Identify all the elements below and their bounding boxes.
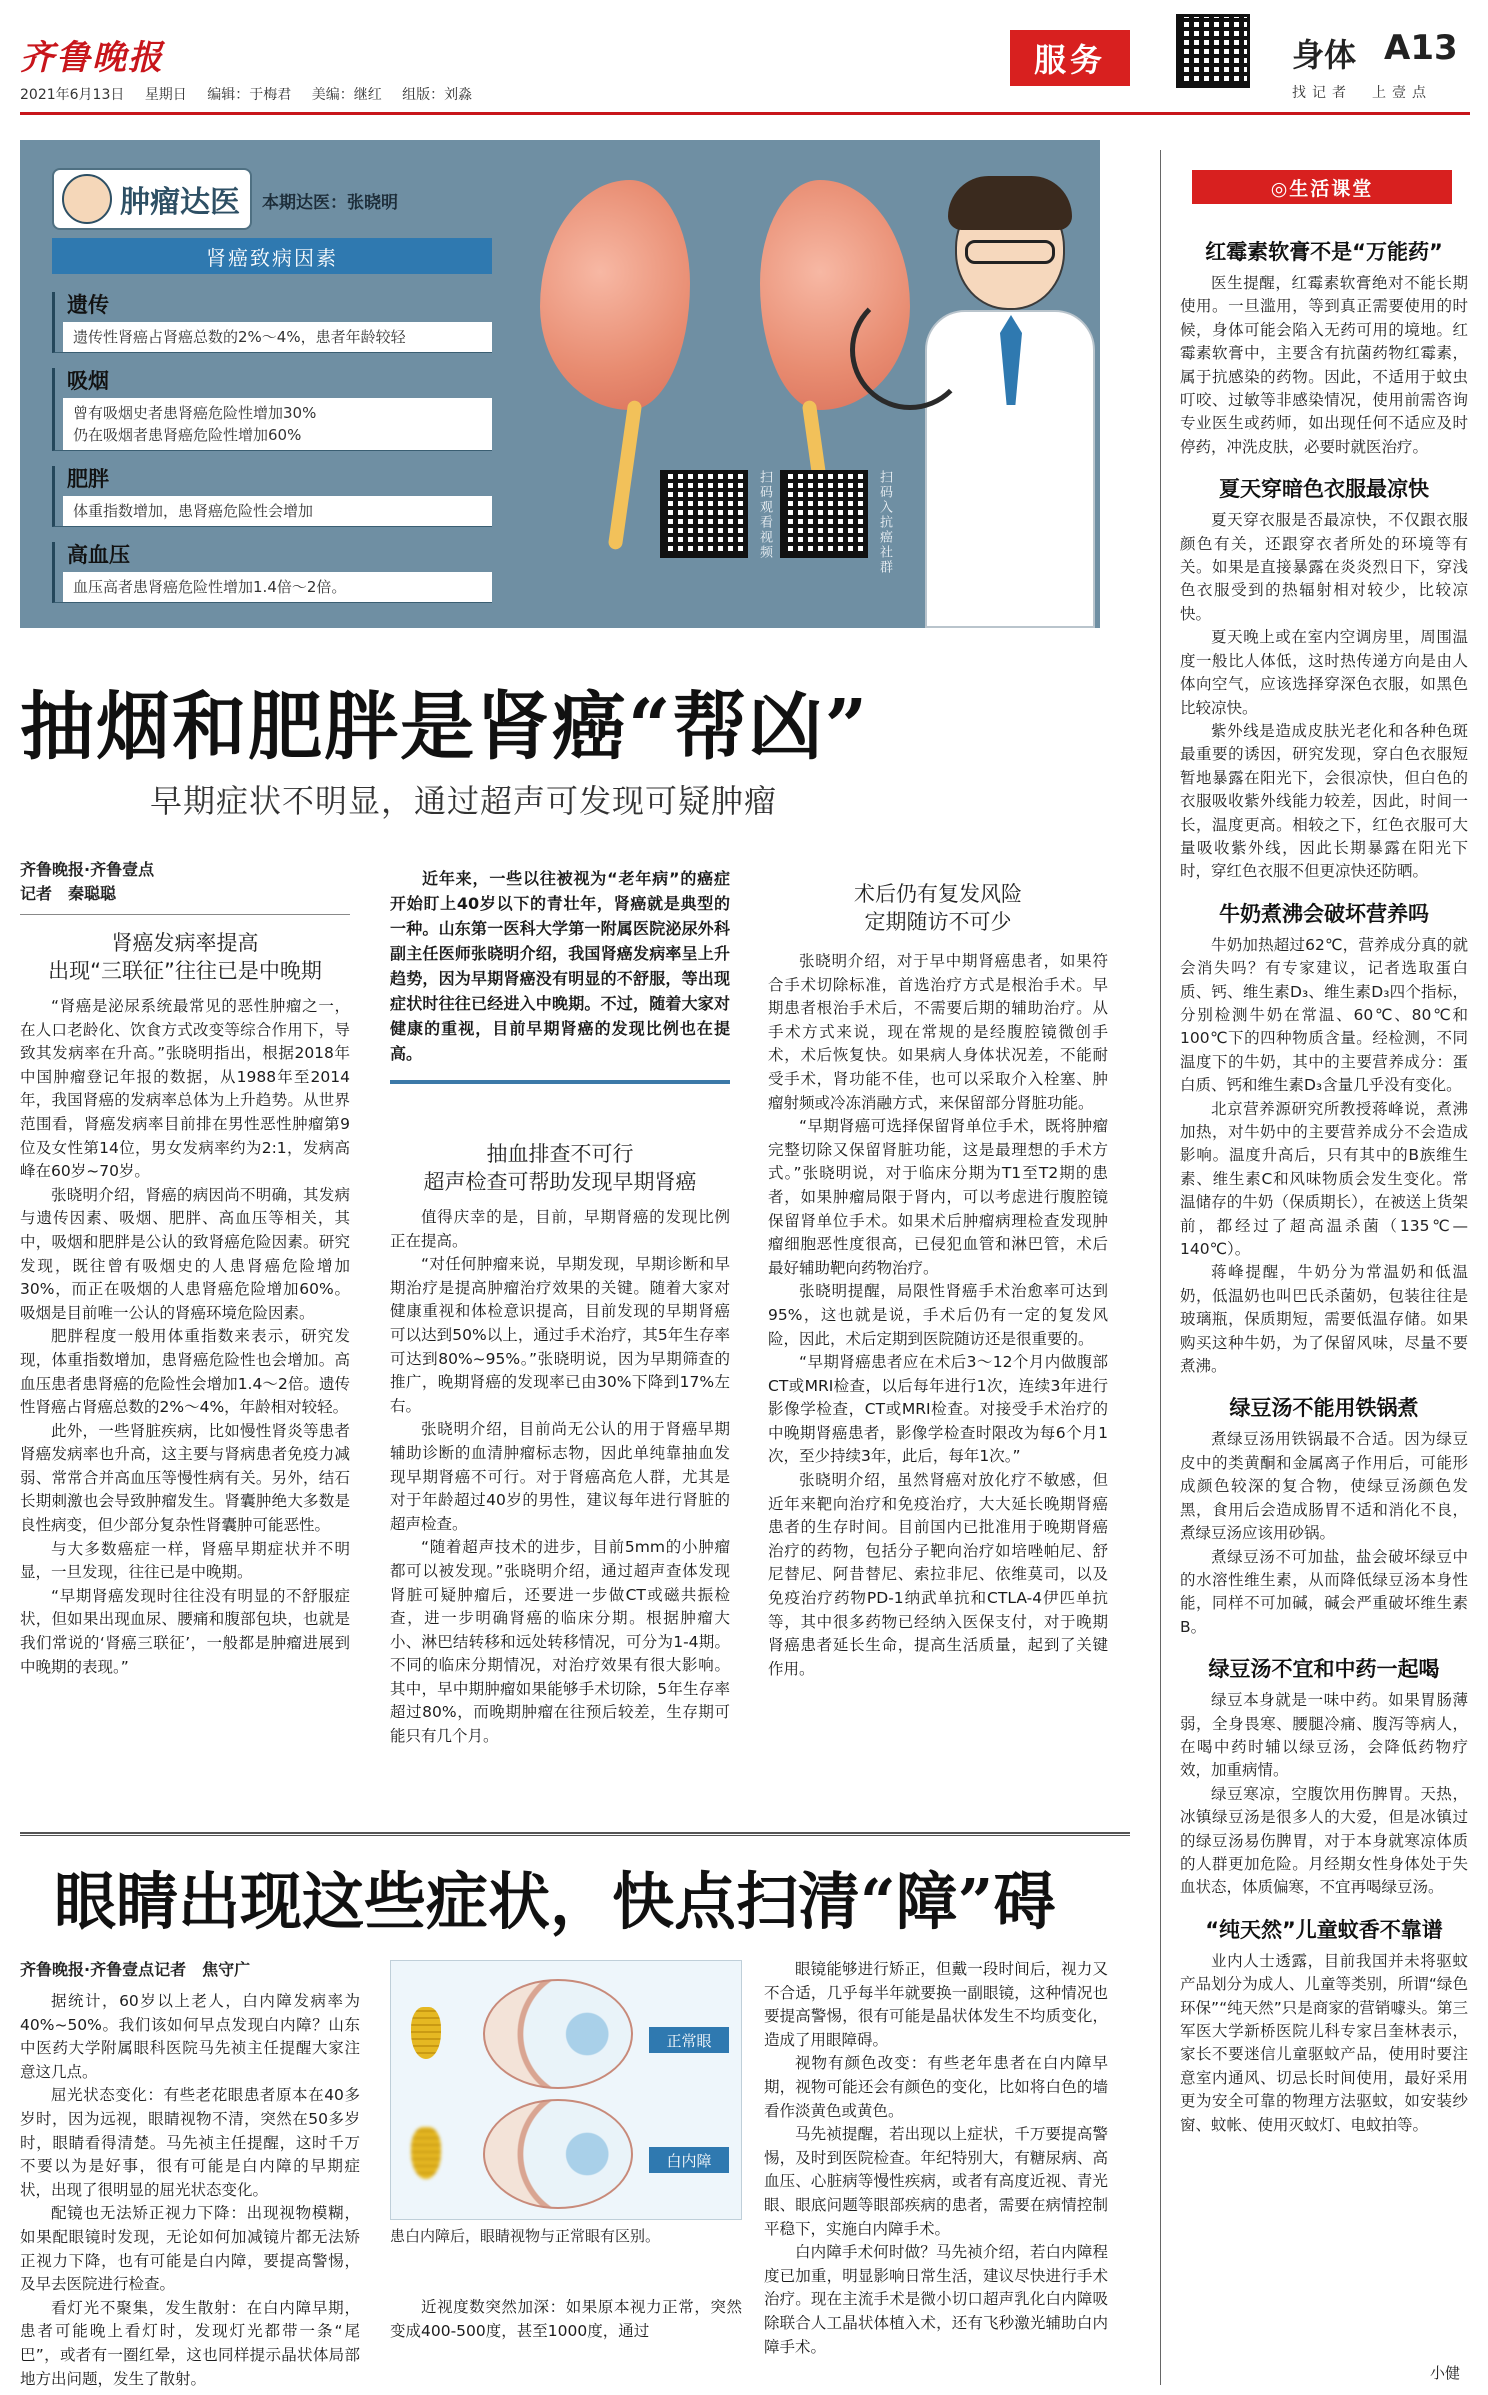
issue-layout: 组版：刘淼: [402, 87, 473, 103]
issue-art-editor: 美编：继红: [311, 87, 382, 103]
tip-body: [1180, 272, 1468, 459]
cause-item-smoking: [52, 368, 492, 451]
cause-desc: 血压高者患肾癌危险性增加1.4倍～2倍。: [63, 572, 492, 602]
tip-body: [1180, 1689, 1468, 1900]
article2-column-2: [390, 2296, 742, 2343]
paragraph: 值得庆幸的是，目前，早期肾癌的发现比例正在提高。: [390, 1208, 730, 1250]
paragraph: 煮绿豆汤不可加盐，盐会破坏绿豆中的水溶性维生素，从而降低绿豆汤本身性能，同样不可加碱，碱会严重破坏维生素B。: [1180, 1547, 1468, 1636]
cause-item-heredity: [52, 292, 492, 353]
infographic-banner: [20, 140, 1100, 628]
figure-caption: 患白内障后，眼睛视物与正常眼有区别。: [390, 2227, 661, 2245]
issue-date: 2021年6月13日: [20, 87, 125, 103]
cause-line: 曾有吸烟史者患肾癌危险性增加30%: [73, 404, 317, 422]
cause-item-obesity: [52, 466, 492, 527]
article-subhead: 早期症状不明显，通过超声可发现可疑肿瘤: [150, 782, 778, 820]
paragraph: 夏天穿衣服是否最凉快，不仅跟衣服颜色有关，还跟穿衣者所处的环境等有关。如果是直接暴露在炎炎烈日下，穿浅色衣服受到的热辐射相对较少，比较凉快。: [1180, 511, 1468, 623]
paragraph: 绿豆本身就是一味中药。如果胃肠薄弱，全身畏寒、腰腿冷痛、腹泻等病人，在喝中药时辅以绿豆汤，会降低药物疗效，加重病情。: [1180, 1691, 1468, 1780]
paragraph: 此外，一些肾脏疾病，比如慢性肾炎等患者肾癌发病率也升高，这主要与肾病患者免疫力减弱、常常合并高血压等慢性病有关。另外，结石长期刺激也会导致肿瘤发生。肾囊肿绝大多数是良性病变，但少部分复杂性肾囊肿可能恶性。: [20, 1421, 350, 1535]
tip-head: “纯天然”儿童蚊香不靠谱: [1205, 1917, 1443, 1942]
article1-column-1: [20, 858, 350, 1679]
paragraph: 医生提醒，红霉素软膏绝对不能长期使用。一旦滥用，等到真正需要使用的时候，身体可能会陷入无药可用的境地。红霉素软膏中，主要含有抗菌药物红霉素，属于抗感染的药物。因此，不适用于蚊虫叮咬、过敏等非感染情况，使用前需咨询专业医生或药师，如出现任何不适应及时停药，冲洗皮肤，必要时就医治疗。: [1180, 274, 1468, 456]
section-name: 身体: [1292, 36, 1357, 74]
cause-item-hypertension: [52, 542, 492, 603]
paragraph: “早期肾癌发现时往往没有明显的不舒服症状，但如果出现血尿、腰痛和腹部包块，也就是我们常说的‘肾癌三联征’，一般都是肿瘤进展到中晚期的表现。”: [20, 1586, 350, 1676]
cause-desc: 遗传性肾癌占肾癌总数的2%～4%，患者年龄较轻: [63, 322, 492, 352]
paragraph: 张晓明介绍，肾癌的病因尚不明确，其发病与遗传因素、吸烟、肥胖、高血压等相关，其中，吸烟和肥胖是公认的致肾癌危险因素。研究发现，既往曾有吸烟史的人患肾癌危险增加30%，而正在吸烟的人患肾癌危险增加60%。吸烟是目前唯一公认的肾癌环境危险因素。: [20, 1185, 350, 1322]
paragraph: “肾癌是泌尿系统最常见的恶性肿瘤之一，在人口老龄化、饮食方式改变等综合作用下，导致其发病率在升高。”张晓明指出，根据2018年中国肿瘤登记年报的数据，从1988年至2014年，我国肾癌的发病率总体为上升趋势。从世界范围看，肾癌发病率目前排在男性恶性肿瘤第9位及女性第14位，男女发病率约为2:1，发病高峰在60岁~70岁。: [20, 997, 350, 1181]
article2-column-3: [764, 1958, 1108, 2359]
issue-weekday: 星期日: [144, 87, 187, 103]
paragraph: “早期肾癌患者应在术后3～12个月内做腹部CT或MRI检查，以后每年进行1次，连续3年进行影像学检查，CT或MRI检查。对接受手术治疗的中晚期肾癌患者，影像学检查时限改为每6个月1次，至少持续3年，此后，每年1次。”: [768, 1353, 1108, 1466]
article1-column-3: [768, 880, 1108, 1681]
eye-normal: [483, 1979, 633, 2089]
eye-diagram-icon: [390, 1960, 742, 2220]
cause-title: 高血压: [67, 543, 130, 567]
featured-doctor: 本期达医：张晓明: [262, 193, 398, 213]
paragraph: 业内人士透露，目前我国并未将驱蚊产品划分为成人、儿童等类别，所谓“绿色环保”“纯天然”只是商家的营销噱头。第三军医大学新桥医院儿科专家吕奎林表示，家长不要迷信儿童驱蚊产品，使用时要注意室内通风、切忌长时间使用，最好采用更为安全可靠的物理方法驱蚊，如安装纱窗、蚊帐、使用灭蚊灯、电蚊拍等。: [1180, 1951, 1468, 2134]
paragraph: 紫外线是造成皮肤光老化和各种色斑最重要的诱因，研究发现，穿白色衣服短暂地暴露在阳光下，会很凉快，但白色的衣服吸收紫外线能力较差，因此，时间一长，温度更高。相较之下，红色衣服可大量吸收紫外线，因此长期暴露在阳光下时，穿红色衣服不但更凉快还防晒。: [1180, 721, 1468, 881]
byline: 齐鲁晚报·齐鲁壹点记者 焦守广: [20, 1960, 251, 1979]
infographic-title: 肾癌致病因素: [52, 238, 492, 274]
paragraph: 张晓明介绍，虽然肾癌对放化疗不敏感，但近年来靶向治疗和免疫治疗，大大延长晚期肾癌患者的生存时间。目前国内已批准用于晚期肾癌治疗的药物，包括分子靶向治疗如培唑帕尼、舒尼替尼、阿昔替尼、索拉非尼、依维莫司，以及免疫治疗药物PD-1纳武单抗和CTLA-4伊匹单抗等，其中很多药物已经纳入医保支付，对于晚期肾癌患者延长生命，提高生活质量，起到了关键作用。: [768, 1471, 1108, 1678]
figure-label: 白内障: [649, 2147, 729, 2173]
tip-body: [1180, 1428, 1468, 1639]
paragraph: “对任何肿瘤来说，早期发现，早期诊断和早期治疗是提高肿瘤治疗效果的关键。随着大家对健康重视和体检意识提高，目前发现的早期肾癌可以达到50%以上，通过手术治疗，其5年生存率可达到80%~95%。”张晓明说，因为早期筛查的推广，晚期肾癌的发现率已由30%下降到17%左右。: [390, 1255, 730, 1415]
article-lead: [390, 866, 730, 1066]
paragraph: 近视度数突然加深：如果原本视力正常，突然变成400-500度，甚至1000度，通过: [390, 2298, 742, 2340]
section-head: 肾癌发病率提高: [111, 931, 259, 955]
lead-paragraph: 近年来，一些以往被视为“老年病”的癌症开始盯上40岁以下的青壮年，肾癌就是典型的一种。山东第一医科大学第一附属医院泌尿外科副主任医师张晓明介绍，我国肾癌发病率呈上升趋势，因为早期肾癌没有明显的不舒服，等出现症状时往往已经进入中晚期。不过，随着大家对健康的重视，目前早期肾癌的发现比例也在提高。: [390, 869, 730, 1063]
article-body: [768, 950, 1108, 1681]
tip-head: 牛奶煮沸会破坏营养吗: [1219, 901, 1429, 926]
service-section-tab: 服务: [1010, 30, 1130, 86]
corn-object: [411, 2007, 441, 2059]
paragraph: 肥胖程度一般用体重指数来表示，研究发现，体重指数增加，患肾癌危险性也会增加。高血压患者患肾癌的危险性会增加1.4～2倍。遗传性肾癌占肾癌总数的2%～4%，年龄相对较轻。: [20, 1327, 350, 1417]
cause-title: 遗传: [67, 293, 109, 317]
tip-head: 红霉素软膏不是“万能药”: [1205, 240, 1443, 264]
paragraph: “随着超声技术的进步，目前5mm的小肿瘤都可以被发现。”张晓明介绍，通过超声查体发现肾脏可疑肿瘤后，还要进一步做CT或磁共振检查，进一步明确肾癌的临床分期。根据肿瘤大小、淋巴结转移和远处转移情况，可分为1-4期。不同的临床分期情况，对治疗效果有很大影响。其中，早中期肿瘤如果能够手术切除，5年生存率超过80%，而晚期肿瘤在往预后较差，生存期可能只有几个月。: [390, 1538, 730, 1746]
paragraph: 张晓明介绍，目前尚无公认的用于肾癌早期辅助诊断的血清肿瘤标志物，因此单纯靠抽血发现早期肾癌不可行。对于肾癌高危人群，尤其是对于年龄超过40岁的男性，建议每年进行肾脏的超声检查。: [390, 1420, 730, 1533]
doctor-glasses: [965, 240, 1055, 264]
figure-label: 正常眼: [649, 2027, 729, 2053]
section-head: 定期随访不可少: [864, 910, 1012, 934]
article2-column-1: [20, 1958, 360, 2391]
stethoscope-icon: [850, 290, 970, 410]
doctor-hair: [948, 176, 1072, 230]
masthead-rule: [20, 112, 1470, 115]
section-head: 超声检查可帮助发现早期肾癌: [423, 1170, 697, 1194]
tip-body: [1180, 1950, 1468, 2137]
newspaper-logo: 齐鲁晚报: [20, 38, 164, 78]
paragraph: 夏天晚上或在室内空调房里，周围温度一般比人体低，这时热传递方向是由人体向空气，应该选择穿深色衣服，如黑色比较凉快。: [1180, 628, 1468, 717]
paragraph: 马先祯提醒，若出现以上症状，千万要提高警惕，及时到医院检查。年纪特别大，有糖尿病、高血压、心脏病等慢性疾病，或者有高度近视、青光眼、眼底问题等眼部疾病的患者，需要在病情控制平稳下，实施白内障手术。: [764, 2125, 1108, 2238]
cause-line: 仍在吸烟者患肾癌危险性增加60%: [73, 426, 302, 444]
article-body: [390, 1206, 730, 1749]
qr-code-icon: [1176, 14, 1250, 88]
qr-code-icon: [780, 470, 868, 558]
qr-caption: 扫码观看视频: [757, 470, 772, 560]
tip-head: 绿豆汤不能用铁锅煮: [1229, 1396, 1419, 1421]
paragraph: 绿豆寒凉，空腹饮用伤脾胃。天热，冰镇绿豆汤是很多人的大爱，但是冰镇过的绿豆汤易伤脾胃，对于本身就寒凉体质的人群更加危险。月经期女性身体处于失血状态，体质偏寒，不宜再喝绿豆汤。: [1180, 1784, 1468, 1897]
corn-object-blurred: [411, 2127, 441, 2179]
article-body: [20, 1990, 360, 2391]
paragraph: 据统计，60岁以上老人，白内障发病率为40%~50%。我们该如何早点发现白内障？山东中医药大学附属眼科医院马先祯主任提醒大家注意这几点。: [20, 1992, 360, 2081]
divider: [20, 914, 350, 915]
section-head: 术后仍有复发风险: [854, 882, 1022, 906]
paragraph: 张晓明提醒，局限性肾癌手术治愈率可达到95%，这也就是说，手术后仍有一定的复发风险，因此，术后定期到医院随访还是很重要的。: [768, 1282, 1108, 1348]
tip-head: 绿豆汤不宜和中药一起喝: [1208, 1657, 1440, 1682]
tip-body: [1180, 934, 1468, 1379]
paragraph: “早期肾癌可选择保留肾单位手术，既将肿瘤完整切除又保留肾脏功能，这是最理想的手术方式。”张晓明说，对于临床分期为T1至T2期的患者，如果肿瘤局限于肾内，可以考虑进行腹腔镜保留肾单位手术。如果术后肿瘤病理检查发现肿瘤细胞恶性度很高，已侵犯血管和淋巴管，术后最好辅助靶向药物治疗。: [768, 1117, 1108, 1277]
paragraph: 配镜也无法矫正视力下降：出现视物模糊，如果配眼镜时发现，无论如何加减镜片都无法矫正视力下降，也有可能是白内障，要提高警惕，及早去医院进行检查。: [20, 2204, 360, 2294]
qr-code-icon: [660, 470, 748, 558]
page-number: A13: [1384, 28, 1458, 68]
column-badge-label: 肿瘤达医: [120, 185, 240, 220]
doctor-avatar-icon: [62, 174, 112, 224]
paragraph: 屈光状态变化：有些老花眼患者原本在40多岁时，因为远视，眼睛视物不清，突然在50多岁时，眼睛看得清楚。马先祯主任提醒，这时千万不要以为是好事，很有可能是白内障的早期症状，出现了很明显的屈光状态变化。: [20, 2086, 360, 2199]
paragraph: 眼镜能够进行矫正，但戴一段时间后，视力又不合适，几乎每半年就要换一副眼镜，这种情况也要提高警惕，很有可能是晶状体发生不均质变化，造成了用眼障碍。: [764, 1960, 1108, 2049]
cause-card: [52, 168, 492, 608]
paragraph: 与大多数癌症一样，肾癌早期症状并不明显，一旦发现，往往已是中晚期。: [20, 1539, 350, 1582]
byline-reporter: 记者 秦聪聪: [20, 884, 117, 903]
ureter-shape: [608, 400, 643, 550]
section-tagline: 找记者 上壹点: [1292, 85, 1432, 101]
paragraph: 看灯光不聚集，发生散射：在白内障早期，患者可能晚上看灯时，发现灯光都带一条“尾巴”，或者有一圈红晕，这也同样提示晶状体局部地方出问题，发生了散射。: [20, 2298, 360, 2388]
eye-cataract: [483, 2099, 633, 2209]
tip-body: [1180, 509, 1468, 884]
cause-title: 吸烟: [67, 369, 109, 393]
sidebar-divider: [1160, 150, 1161, 2385]
section-head: 抽血排查不可行: [486, 1142, 634, 1166]
cause-desc: [63, 398, 492, 450]
paragraph: 视物有颜色改变：有些老年患者在白内障早期，视物可能还会有颜色的变化，比如将白色的墙看作淡黄色或黄色。: [764, 2054, 1108, 2120]
paragraph: 蒋峰提醒，牛奶分为常温奶和低温奶，低温奶也叫巴氏杀菌奶，包装往往是玻璃瓶，保质期短，需要低温存储。如果购买这种牛奶，为了保留风味，尽量不要煮沸。: [1180, 1263, 1468, 1376]
section-head: 出现“三联征”往往已是中晚期: [48, 959, 322, 983]
paragraph: 牛奶加热超过62℃，营养成分真的就会消失吗？有专家建议，记者选取蛋白质、钙、维生素D₃、维生素D₃四个指标，分别检测牛奶在常温、60℃、80℃和100℃下的四种物质含量。经检测，不同温度下的牛奶，其中的主要营养成分：蛋白质、钙和维生素D₃含量几乎没有变化。: [1180, 935, 1468, 1095]
paragraph: 张晓明介绍，对于早中期肾癌患者，如果符合手术切除标准，首选治疗方式是根治手术。早期患者根治手术后，不需要后期的辅助治疗。从手术方式来说，现在常规的是经腹腔镜微创手术，术后恢复快。如果病人身体状况差，不能耐受手术，肾功能不佳，也可以采取介入栓塞、肿瘤射频或冷冻消融方式，来保留部分肾脏功能。: [768, 952, 1108, 1112]
issue-editor: 编辑：于梅君: [207, 87, 292, 103]
paragraph: 北京营养源研究所教授蒋峰说，煮沸加热，对牛奶中的主要营养成分不会造成影响。温度升高后，只有其中的B族维生素、维生素C和风味物质会发生变化。常温储存的牛奶（保质期长），在被送上货架前，都经过了超高温杀菌（135℃—140℃）。: [1180, 1099, 1468, 1259]
article-divider: [20, 1832, 1130, 1836]
article-headline: 抽烟和肥胖是肾癌“帮凶”: [20, 684, 870, 770]
tip-head: 夏天穿暗色衣服最凉快: [1219, 477, 1429, 502]
sidebar-title: ◎生活课堂: [1192, 170, 1452, 204]
cause-desc: 体重指数增加，患肾癌危险性会增加: [63, 496, 492, 526]
sidebar-author: 小健: [1430, 2364, 1461, 2382]
article-headline: 眼睛出现这些症状，快点扫清“障”碍: [54, 1865, 1056, 1938]
paragraph: 煮绿豆汤用铁锅最不合适。因为绿豆皮中的类黄酮和金属离子作用后，可能形成颜色较深的复合物，使绿豆汤颜色发黑，食用后会造成肠胃不适和消化不良，煮绿豆汤应该用砂锅。: [1180, 1430, 1468, 1543]
qr-caption: 扫码入抗癌社群: [877, 470, 892, 575]
issue-meta: [20, 84, 488, 104]
byline-outlet: 齐鲁晚报·齐鲁壹点: [20, 860, 155, 879]
lead-rule: [390, 1080, 730, 1084]
paragraph: 白内障手术何时做？马先祯介绍，若白内障程度已加重，明显影响日常生活，建议尽快进行手术治疗。现在主流手术是微小切口超声乳化白内障吸除联合人工晶状体植入术，还有飞秒激光辅助白内障手术。: [764, 2243, 1108, 2356]
kidney-icon: [540, 180, 690, 410]
article1-column-2: [390, 866, 730, 1749]
article-body: [20, 995, 350, 1679]
cause-title: 肥胖: [67, 467, 109, 491]
sidebar-tips: [1180, 228, 1468, 2137]
